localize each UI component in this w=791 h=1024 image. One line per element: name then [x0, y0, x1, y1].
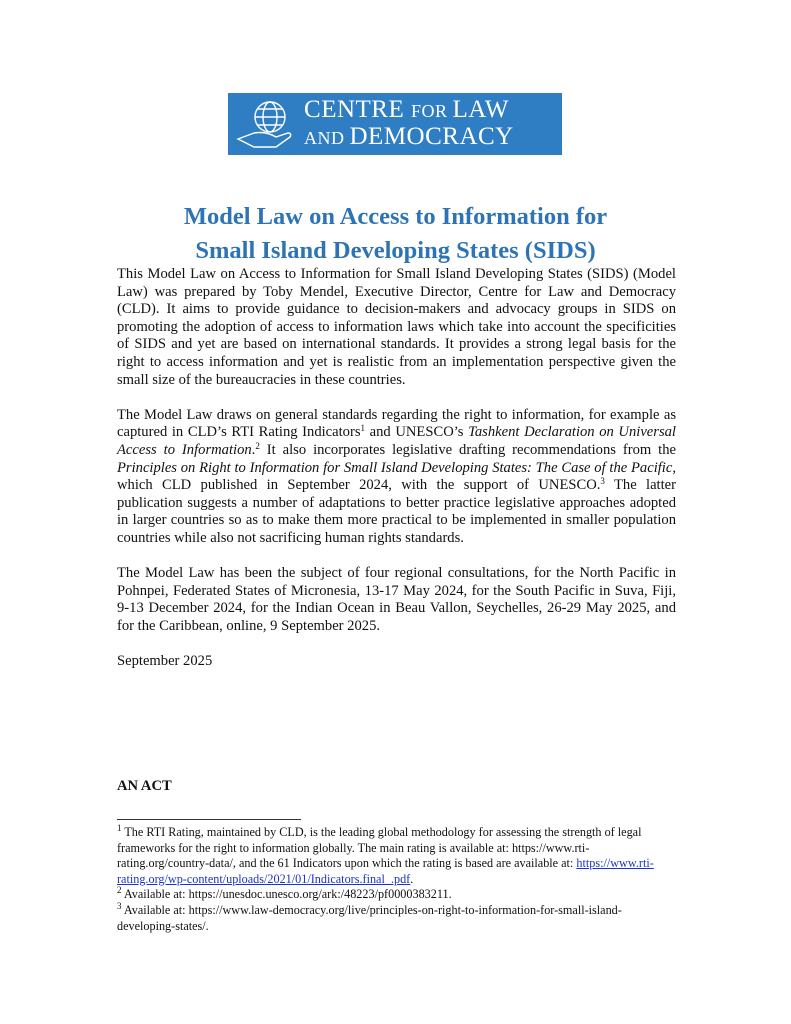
logo-text: DEMOCRACY	[349, 123, 514, 150]
italic-title: Tashkent Declaration on Universal Access to Information	[117, 424, 676, 458]
globe-in-hand-icon	[236, 97, 298, 151]
logo-text: C	[304, 96, 322, 123]
footnote-1	[117, 825, 676, 887]
title-line-1: Model Law on Access to Information for	[183, 203, 608, 230]
text: Available at: https://www.law-democracy.org/live/principles-on-right-to-information-for-small-island-developing-states/.	[117, 902, 622, 933]
paragraph-standards	[117, 407, 676, 548]
text: and UNESCO’s	[365, 424, 469, 441]
text: Available at: https://unesdoc.unesco.org/ark:/48223/pf0000383211.	[121, 887, 452, 902]
footnote-ref[interactable]: 1	[360, 423, 366, 434]
document-title	[100, 200, 691, 268]
indicators-link[interactable]: https://www.rti-rating.org/wp-content/uploads/2021/01/Indicators.final_.pdf	[117, 856, 654, 886]
logo-text: AND	[304, 128, 350, 148]
logo-text: LAW	[452, 96, 509, 123]
logo-text: ENTRE	[321, 96, 411, 123]
cld-logo	[228, 93, 562, 155]
text: , which CLD published in September 2024, with the support of UNESCO.	[117, 459, 676, 494]
text: The latter publication suggests a number of adaptations to better practice legislative approaches adopted in larger countries so as to make them more practical to be implemented in smaller population countries while also not sacrificing human rights standards.	[117, 477, 676, 546]
text: It also incorporates legislative drafting recommendations from the	[259, 441, 676, 458]
document-body	[117, 266, 676, 688]
text: .	[410, 871, 414, 886]
footnote-divider	[117, 819, 301, 820]
paragraph-consultations	[117, 565, 676, 635]
act-heading: AN ACT	[117, 778, 172, 794]
text: This Model Law on Access to Information for Small Island Developing States (SIDS) (Model Law) was prepared by Toby Mendel, Executive Director, Centre for Law and Democracy (CLD). It aims to provide guidance to decision-makers and advocacy groups in SIDS on promoting the adoption of access to information laws which take into account the specificities of SIDS and yet are based on international standards. It provides a strong legal basis for the right to access information and yet is realistic from an implementation perspective given the small size of the bureaucracies in these countries.	[117, 266, 676, 388]
logo-text: FOR	[410, 101, 453, 121]
footnote-2	[117, 887, 676, 903]
text: The Model Law draws on general standards regarding the right to information, for example as captured in CLD’s RTI Rating Indicators	[117, 406, 676, 441]
footnote-number: 3	[117, 900, 122, 911]
text: .	[251, 441, 256, 458]
footnote-number: 1	[117, 823, 122, 833]
italic-title: Principles on Right to Information for Small Island Developing States: The Case of the Pacific	[117, 459, 673, 476]
footnote-3	[117, 900, 676, 934]
text: September 2025	[117, 653, 213, 670]
text: The Model Law has been the subject of four regional consultations, for the North Pacific in Pohnpei, Federated States of Micronesia, 13-17 May 2024, for the South Pacific in Suva, Fiji, 9-13 December 2024, for the Indian Ocean in Beau Vallon, Seychelles, 26-29 May 2025, and for the Caribbean, online, 9 September 2025.	[117, 565, 676, 634]
footnote-ref[interactable]: 3	[600, 476, 605, 487]
paragraph-intro	[117, 266, 676, 389]
text: The RTI Rating, maintained by CLD, is the leading global methodology for assessing the strength of legal frameworks for the right to information globally. The main rating is available at: https://www.rti-rating.org/country-data/, and the 61 Indicators upon which the rating is based are available at:	[117, 825, 642, 871]
footnotes	[117, 825, 676, 934]
footnote-number: 2	[117, 885, 122, 896]
paragraph-date	[117, 653, 676, 671]
footnote-ref[interactable]: 2	[255, 440, 260, 451]
title-line-2: Small Island Developing States (SIDS)	[195, 237, 596, 264]
